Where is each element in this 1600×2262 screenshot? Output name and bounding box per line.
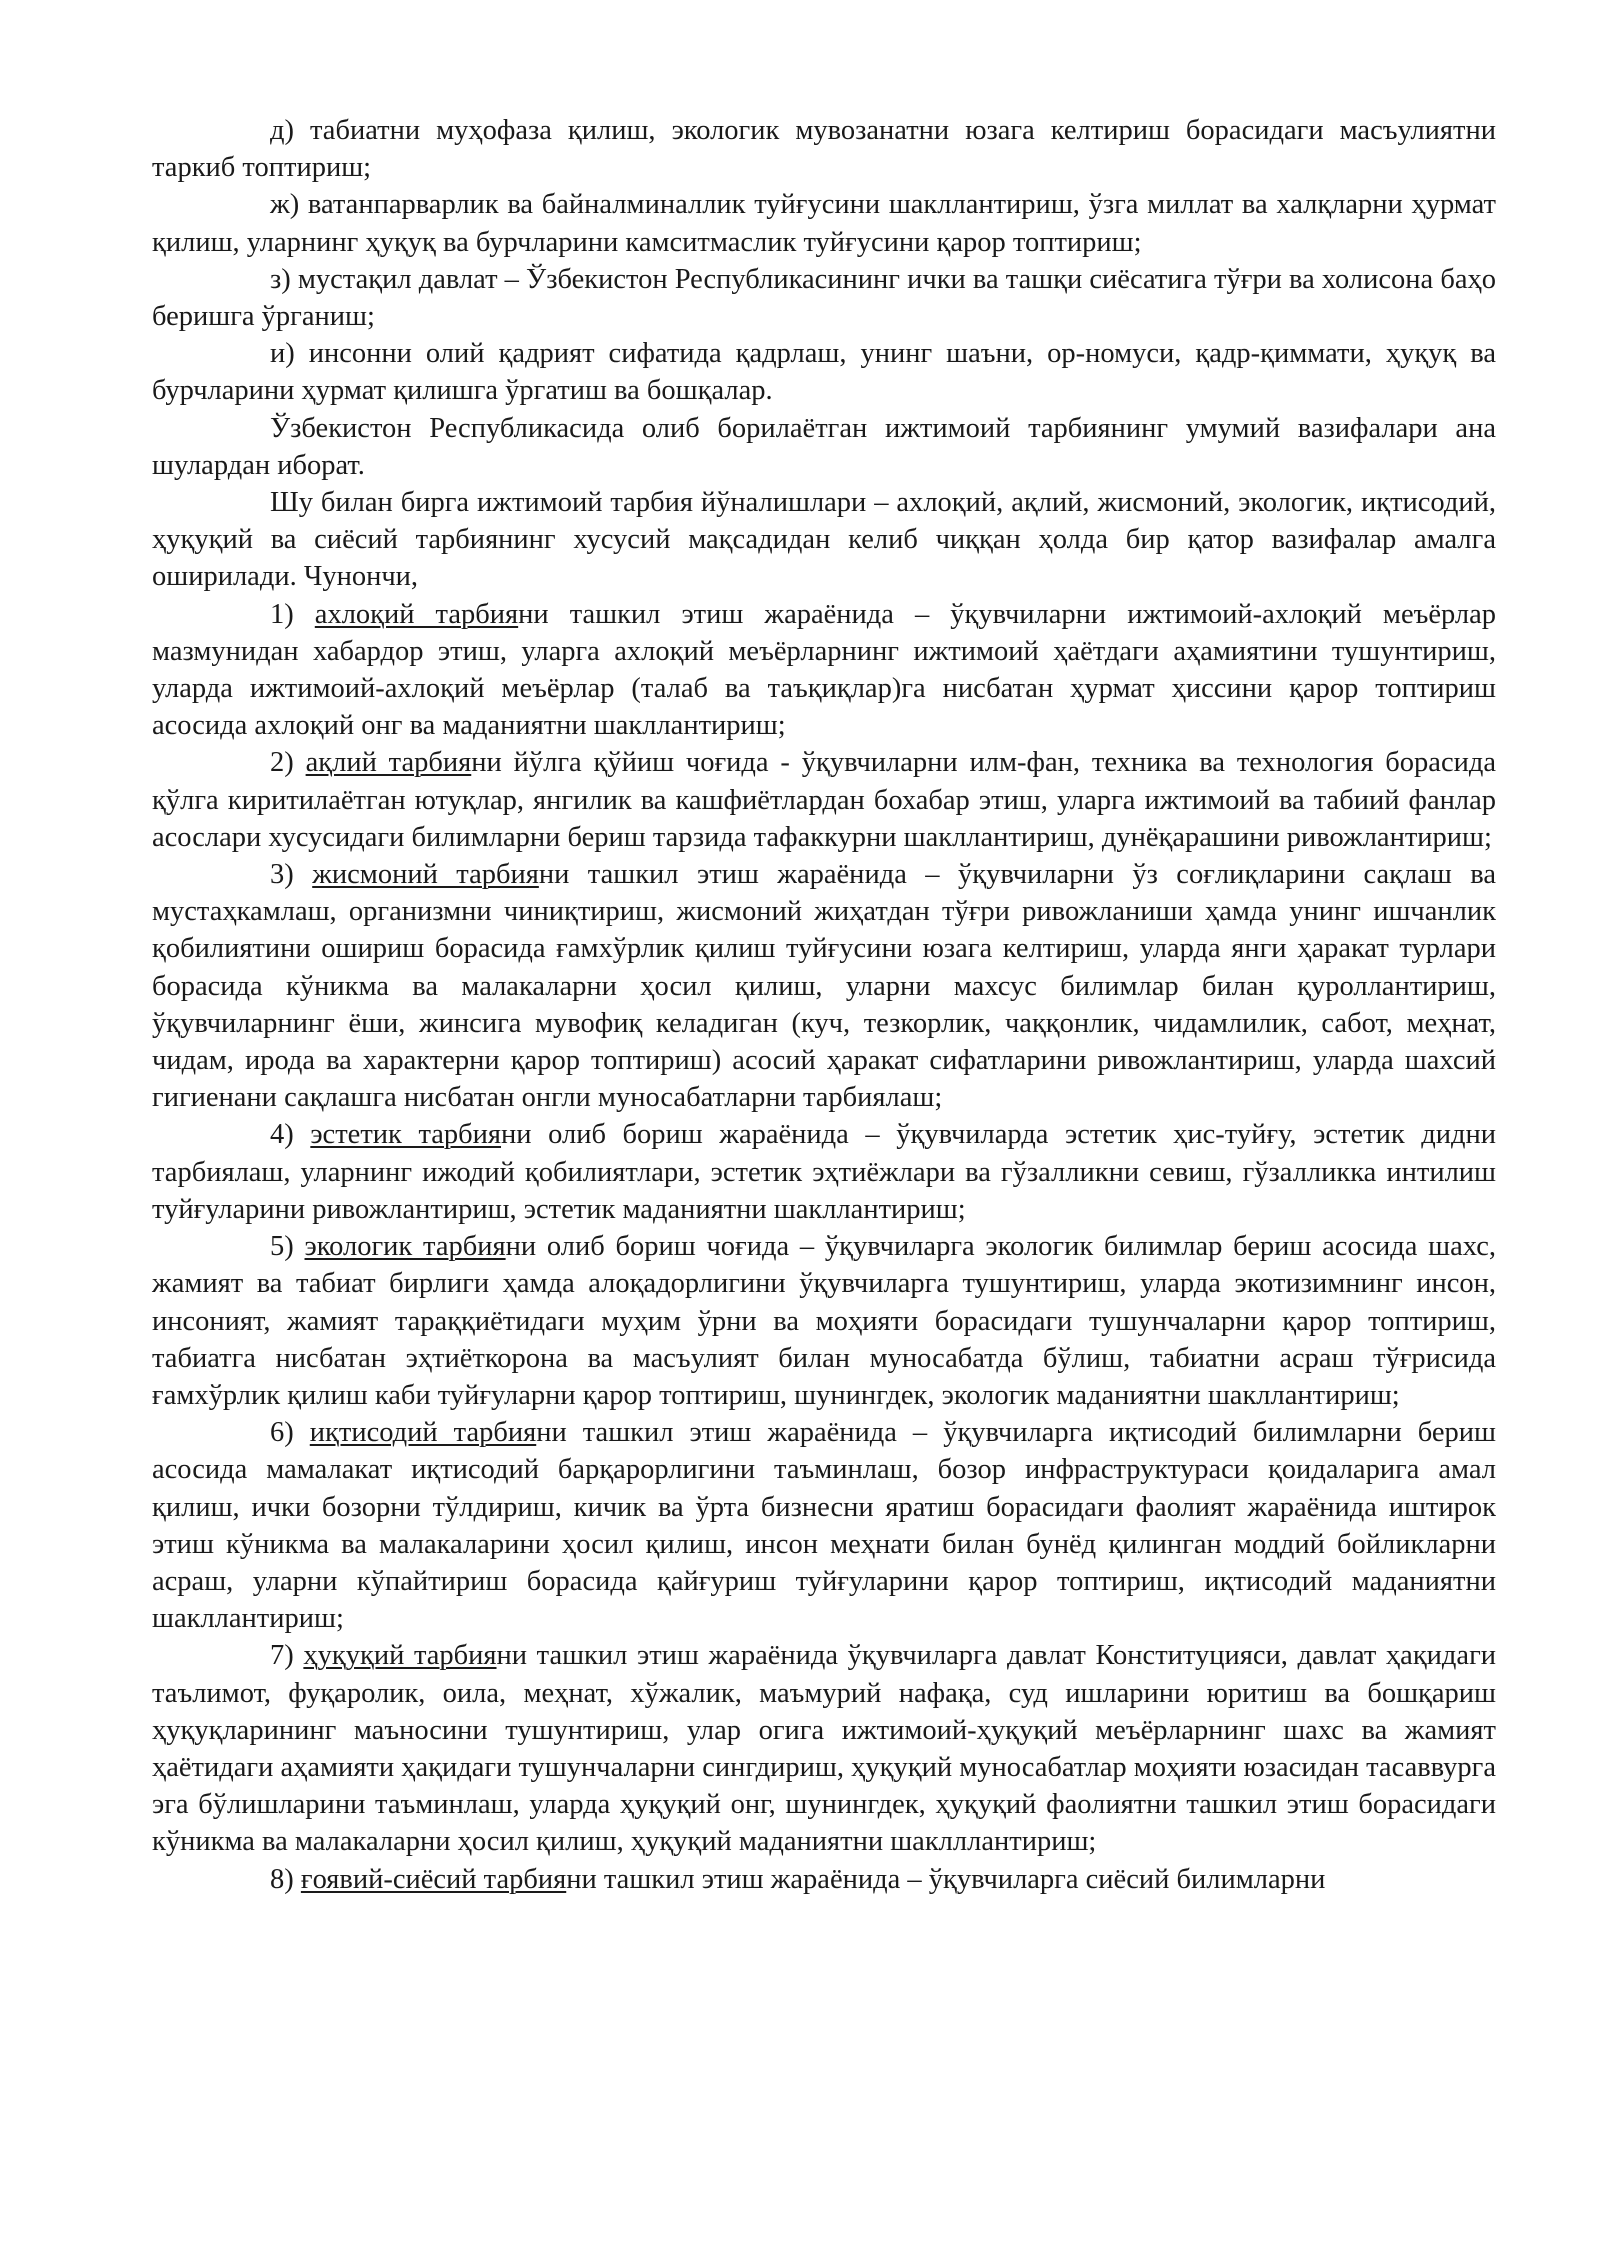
item-term: ҳуқуқий тарбия <box>303 1640 497 1672</box>
list-item-5 <box>152 1228 1496 1414</box>
item-text: ни ташкил этиш жараёнида ўқувчиларга давлат Конституцияси, давлат ҳақидаги таълимот, фуқаролик, оила, меҳнат, хўжалик, маъмурий нафақа, суд ишларини юритиш ва бошқариш ҳуқуқларининг маъносини тушунтириш, улар огига ижтимоий-ҳуқуқий меъёрларнинг шахс ва жамият ҳаётидаги аҳамияти ҳақидаги тушунчаларни сингдириш, ҳуқуқий муносабатлар моҳияти юзасидан тасаввурга эга бўлишларини таъминлаш, уларда ҳуқуқий онг, шунингдек, ҳуқуқий фаолиятни ташкил этиш борасидаги кўникма ва малакаларни ҳосил қилиш, ҳуқуқий маданиятни шаклллантириш; <box>152 1640 1497 1858</box>
item-text: ни йўлга қўйиш чоғида - ўқувчиларни илм-фан, техника ва технология борасида қўлга киритилаётган ютуқлар, янгилик ва кашфиётлардан бохабар этиш, уларга ижтимоий ва табиий фанлар асослари хусусидаги билимларни бериш тарзида тафаккурни шакллантириш, дунёқарашини ривожлантириш; <box>152 747 1497 853</box>
item-term: жисмоний тарбия <box>312 859 539 891</box>
item-text: ни олиб бориш чоғида – ўқувчиларга экологик билимлар бериш асосида шахс, жамият ва табиат бирлиги ҳамда алоқадорлигини ўқувчиларга тушунтириш, уларда экотизимнинг инсон, инсоният, жамият тараққиётидаги муҳим ўрни ва моҳияти борасидаги тушунчаларни қарор топтириш, табиатга нисбатан эҳтиёткорона ва масъулият билан муносабатда бўлиш, табиатни асраш тўғрисида ғамхўрлик қилиш каби туйғуларни қарор топтириш, шунингдек, экологик маданиятни шакллантириш; <box>152 1231 1496 1411</box>
item-term: ахлоқий тарбия <box>314 598 519 630</box>
item-number: 1) <box>270 598 294 630</box>
list-item-1 <box>152 596 1496 745</box>
paragraph-summary: Ўзбекистон Республикасида олиб борилаётган ижтимоий тарбиянинг умумий вазифалари ана шулардан иборат. <box>152 412 1496 481</box>
list-item-4 <box>152 1116 1496 1228</box>
item-term: ақлий тарбия <box>305 747 472 779</box>
paragraph-item-z: з) мустақил давлат – Ўзбекистон Республикасининг ички ва ташқи сиёсатига тўғри ва холисона баҳо беришга ўрганиш; <box>152 263 1496 333</box>
list-item-2 <box>152 744 1496 856</box>
item-number: 5) <box>270 1231 294 1263</box>
paragraph-intro: Шу билан бирга ижтимоий тарбия йўналишлари – ахлоқий, ақлий, жисмоний, экологик, иқтисодий, ҳуқуқий ва сиёсий тарбиянинг хусусий мақсадидан келиб чиққан ҳолда бир қатор вазифалар амалга оширилади. Чунончи, <box>152 487 1496 593</box>
item-number: 2) <box>270 747 294 779</box>
item-term: иқтисодий тарбия <box>309 1417 537 1449</box>
item-term: эстетик тарбия <box>310 1119 502 1151</box>
item-number: 6) <box>270 1417 294 1449</box>
paragraph-item-zh: ж) ватанпарварлик ва байналминаллик туйғусини шакллантириш, ўзга миллат ва халқларни ҳурмат қилиш, уларнинг ҳуқуқ ва бурчларини камситмаслик туйғусини қарор топтириш; <box>152 189 1496 258</box>
item-text: ни ташкил этиш жараёнида – ўқувчиларга сиёсий билимларни <box>566 1863 1326 1895</box>
item-text: ни ташкил этиш жараёнида – ўқувчиларга иқтисодий билимларни бериш асосида мамалакат иқтисодий барқарорлигини таъминлаш, бозор инфраструктураси қоидаларига амал қилиш, ички бозорни тўлдириш, кичик ва ўрта бизнесни яратиш борасидаги фаолият жараёнида иштирок этиш кўникма ва малакаларини ҳосил қилиш, инсон меҳнати билан бунёд қилинган моддий бойликларни асраш, уларни кўпайтириш борасида қайғуриш туйғуларини қарор топтириш, иқтисодий маданиятни шакллантириш; <box>152 1417 1496 1635</box>
list-item-6 <box>152 1414 1496 1637</box>
item-number: 4) <box>270 1119 294 1151</box>
list-item-8 <box>152 1861 1496 1898</box>
item-text: ни ташкил этиш жараёнида – ўқувчиларни ижтимоий-ахлоқий меъёрлар мазмунидан хабардор этиш, уларга ахлоқий меъёрларнинг ижтимоий ҳаётдаги аҳамиятини тушунтириш, уларда ижтимоий-ахлоқий меъёрлар (талаб ва таъқиқлар)га нисбатан ҳурмат ҳиссини қарор топтириш асосида ахлоқий онг ва маданиятни шакллантириш; <box>152 598 1496 742</box>
item-number: 3) <box>270 859 294 891</box>
item-number: 8) <box>270 1863 294 1895</box>
document-page <box>152 112 1496 1898</box>
item-term: ғоявий-сиёсий тарбия <box>300 1863 567 1895</box>
item-term: экологик тарбия <box>304 1231 506 1263</box>
paragraph-item-i: и) инсонни олий қадрият сифатида қадрлаш, унинг шаъни, ор-номуси, қадр-қиммати, ҳуқуқ ва бурчларини ҳурмат қилишга ўргатиш ва бошқалар. <box>152 338 1496 407</box>
paragraph-item-d: д) табиатни муҳофаза қилиш, экологик мувозанатни юзага келтириш борасидаги масъулиятни таркиб топтириш; <box>152 115 1496 184</box>
item-text: ни олиб бориш жараёнида – ўқувчиларда эстетик ҳис-туйғу, эстетик дидни тарбиялаш, уларнинг ижодий қобилиятлари, эстетик эҳтиёжлари ва гўзалликни севиш, гўзалликка интилиш туйғуларини ривожлантириш, эстетик маданиятни шакллантириш; <box>152 1119 1496 1225</box>
list-item-7 <box>152 1637 1496 1860</box>
list-item-3 <box>152 856 1496 1116</box>
item-text: ни ташкил этиш жараёнида – ўқувчиларни ўз соғлиқларини сақлаш ва мустаҳкамлаш, организмни чиниқтириш, жисмоний жиҳатдан тўғри ривожланиши ҳамда унинг ишчанлик қобилиятини ошириш борасида ғамхўрлик қилиш туйғусини юзага келтириш, уларда янги ҳаракат турлари борасида кўникма ва малакаларни ҳосил қилиш, уларни махсус билимлар билан қуроллантириш, ўқувчиларнинг ёши, жинсига мувофиқ келадиган (куч, тезкорлик, чаққонлик, чидамлилик, сабот, меҳнат, чидам, ирода ва характерни қарор топтириш) асосий ҳаракат сифатларини ривожлантириш, уларда шахсий гигиенани сақлашга нисбатан онгли муносабатларни тарбиялаш; <box>152 859 1497 1114</box>
item-number: 7) <box>270 1640 294 1672</box>
